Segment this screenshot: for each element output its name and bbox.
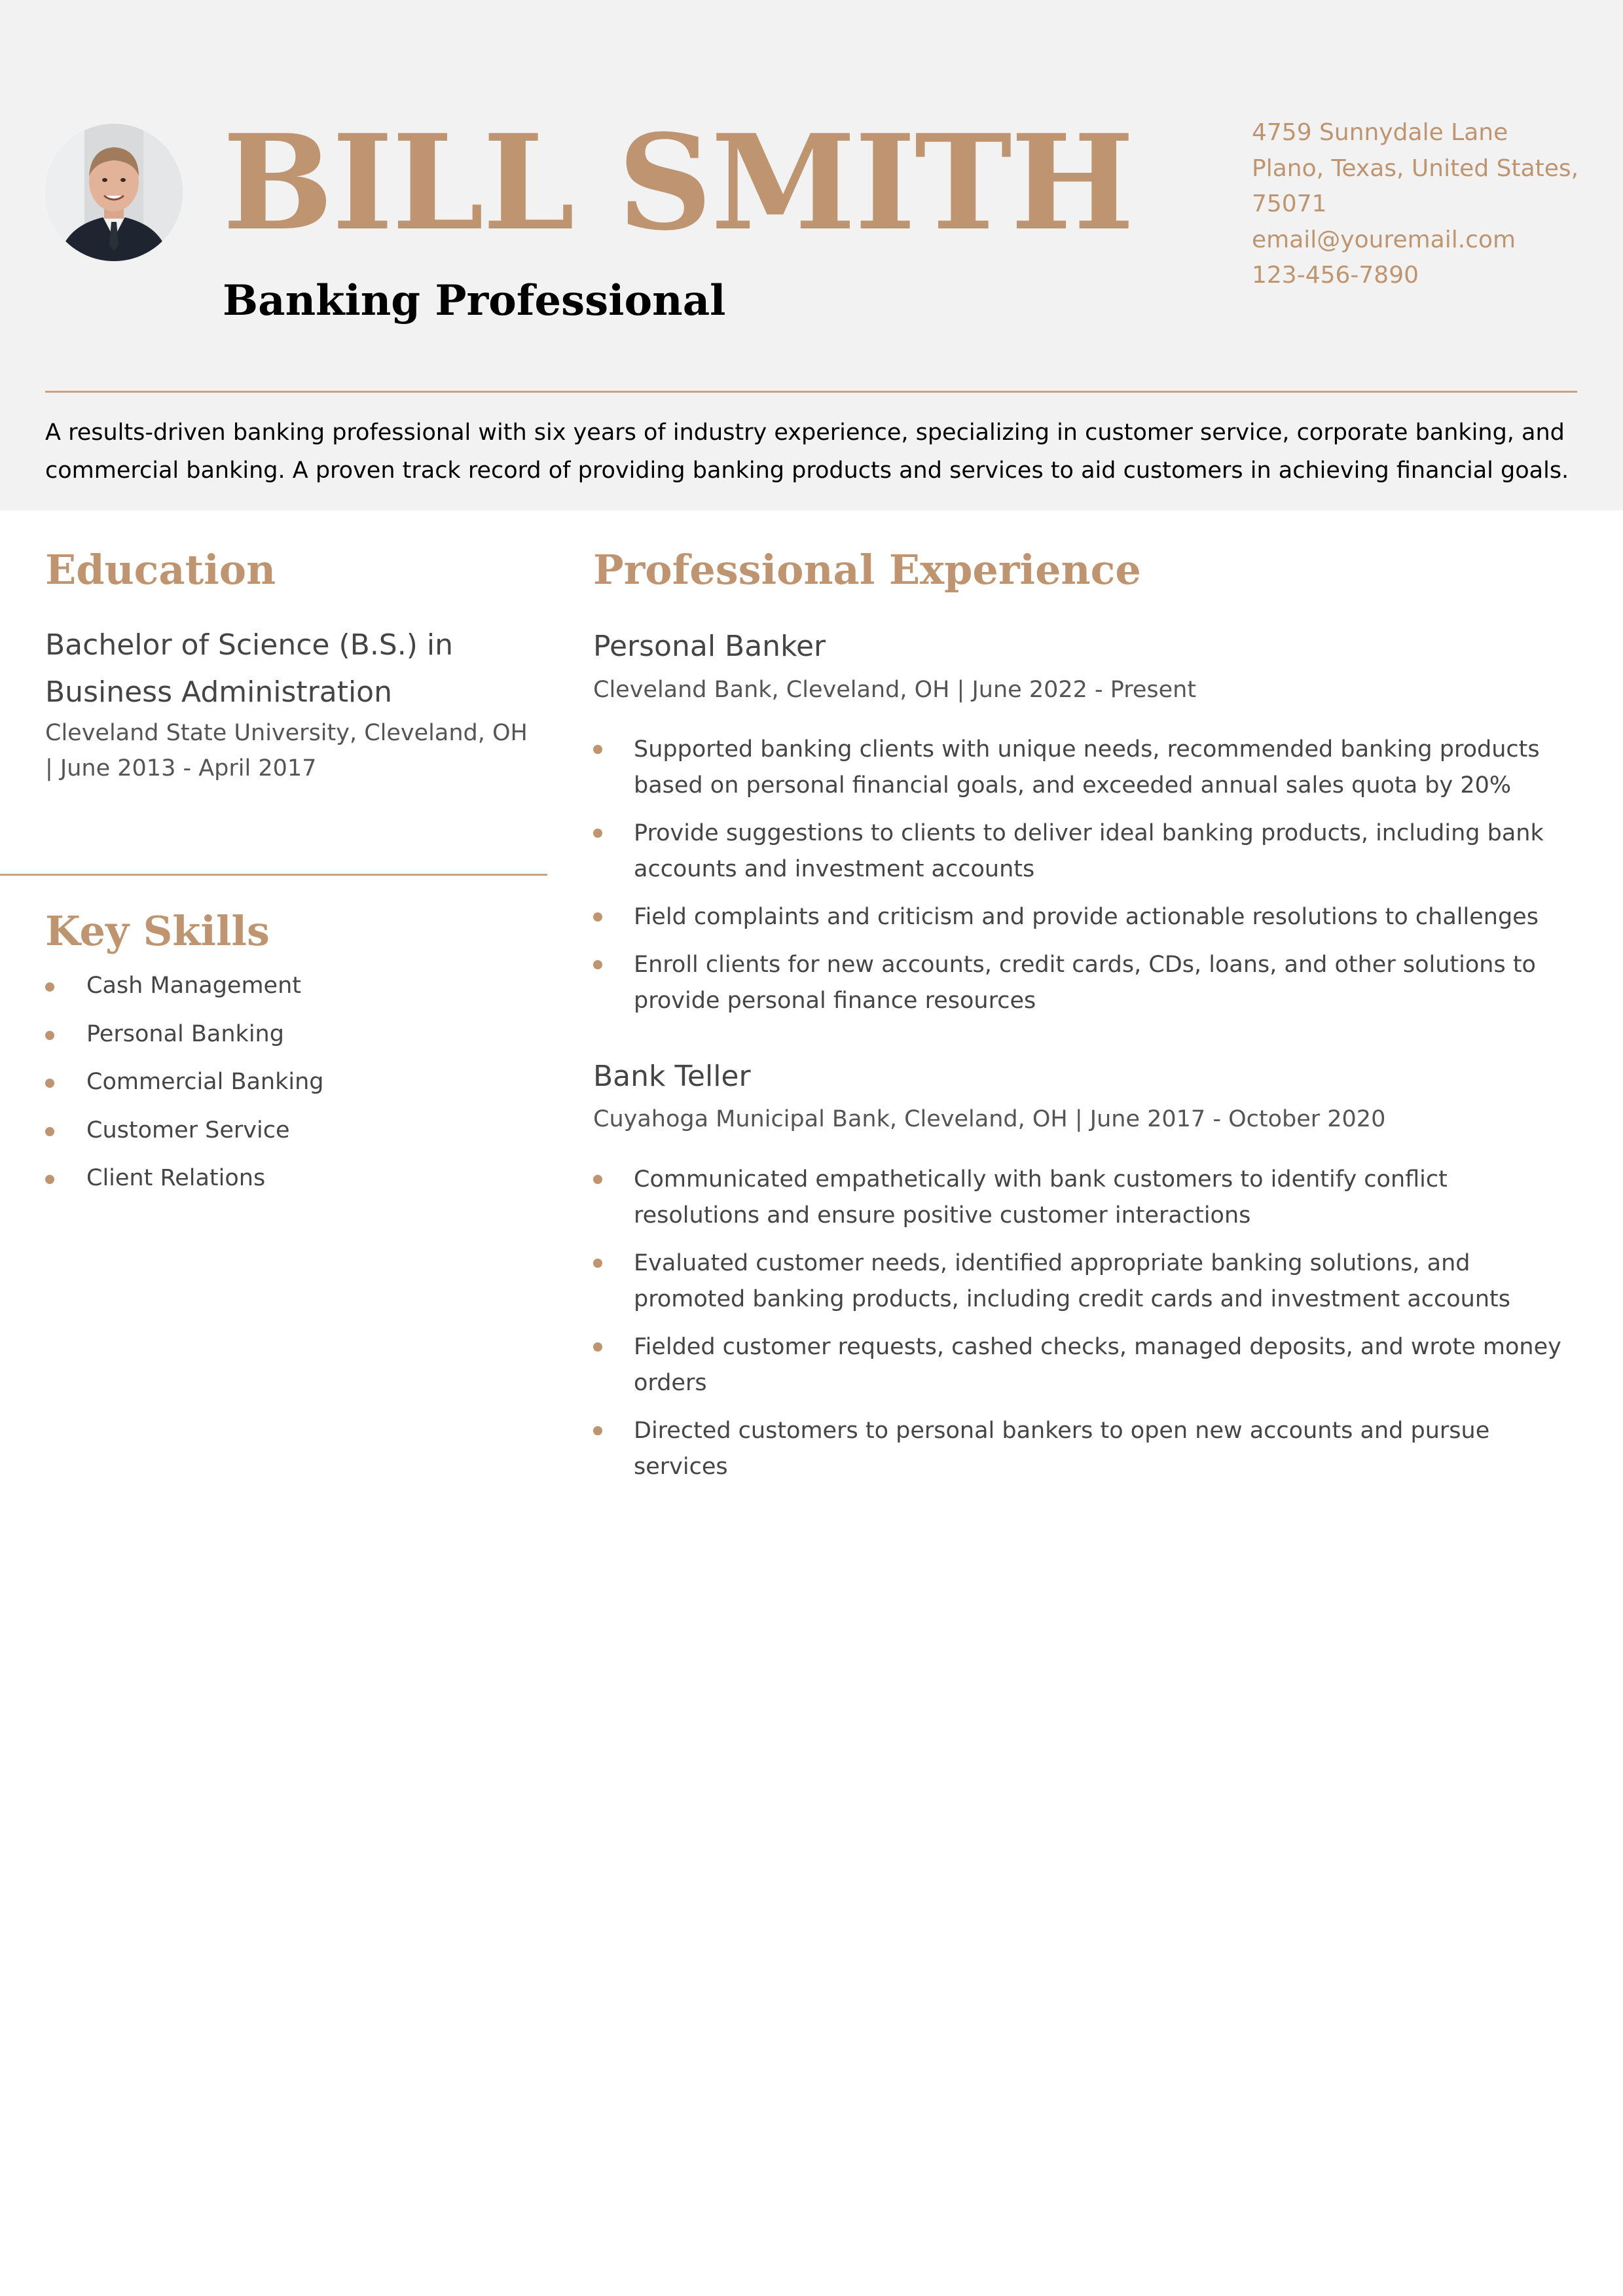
list-item — [593, 1413, 1575, 1485]
bullet-dot-icon — [593, 1426, 602, 1435]
candidate-name: BILL SMITH — [223, 106, 1133, 260]
list-item — [593, 1162, 1575, 1234]
list-item — [45, 1113, 543, 1162]
bullet-dot-icon — [593, 1175, 602, 1184]
bullet-dot-icon — [593, 1342, 602, 1352]
education-meta: Cleveland State University, Cleveland, OH | June 2013 - April 2017 — [45, 720, 528, 781]
list-item — [593, 947, 1575, 1019]
list-item — [45, 1017, 543, 1066]
list-item — [593, 816, 1575, 888]
skill-label: Client Relations — [86, 1165, 266, 1191]
job-title-1: Personal Banker — [593, 630, 826, 663]
bullet-dot-icon — [45, 1079, 54, 1088]
list-item — [45, 1161, 543, 1210]
bullet-dot-icon — [45, 1127, 54, 1136]
skill-label: Commercial Banking — [86, 1069, 324, 1095]
professional-title: Banking Professional — [223, 276, 726, 325]
bullet-text: Evaluated customer needs, identified appropriate banking solutions, and promoted banking products, including credit cards and investment accounts — [634, 1250, 1510, 1312]
bullet-text: Fielded customer requests, cashed checks, managed deposits, and wrote money orders — [634, 1334, 1561, 1396]
bullet-dot-icon — [593, 960, 602, 969]
job-2-bullets — [593, 1162, 1575, 1497]
job-1-bullets — [593, 732, 1575, 1031]
bullet-text: Communicated empathetically with bank customers to identify conflict resolutions and ensure positive customer interactions — [634, 1166, 1448, 1229]
header-divider — [45, 391, 1577, 393]
bullet-text: Enroll clients for new accounts, credit cards, CDs, loans, and other solutions to provide personal finance resources — [634, 952, 1536, 1014]
list-item — [593, 1246, 1575, 1318]
address-line-1: 4759 Sunnydale Lane — [1252, 119, 1508, 146]
bullet-dot-icon — [593, 912, 602, 922]
email-link[interactable]: email@youremail.com — [1252, 226, 1516, 253]
bullet-dot-icon — [45, 1175, 54, 1184]
job-meta-2: Cuyahoga Municipal Bank, Cleveland, OH | June 2017 - October 2020 — [593, 1106, 1386, 1132]
bullet-dot-icon — [593, 1259, 602, 1268]
bullet-text: Provide suggestions to clients to deliver ideal banking products, including bank accounts and investment accounts — [634, 820, 1544, 882]
person-photo-icon — [45, 124, 183, 261]
left-column-divider — [0, 874, 547, 876]
list-item — [45, 1065, 543, 1113]
education-heading: Education — [45, 546, 276, 594]
skills-heading: Key Skills — [45, 907, 270, 955]
skills-list — [45, 969, 543, 1210]
list-item — [593, 732, 1575, 804]
bullet-text: Directed customers to personal bankers to open new accounts and pursue services — [634, 1418, 1490, 1480]
phone-number: 123-456-7890 — [1252, 262, 1419, 289]
bullet-dot-icon — [593, 829, 602, 838]
bullet-dot-icon — [593, 745, 602, 754]
contact-block — [1252, 115, 1592, 294]
skill-label: Cash Management — [86, 973, 301, 999]
list-item — [593, 899, 1575, 935]
degree-name: Bachelor of Science (B.S.) in Business Administration — [45, 628, 453, 709]
bullet-dot-icon — [45, 1031, 54, 1040]
bullet-text: Field complaints and criticism and provide actionable resolutions to challenges — [634, 904, 1539, 930]
summary-text: A results-driven banking professional with six years of industry experience, specializing in customer service, corporate banking, and commercial banking. A proven track record of providing banking products and services to aid customers in achieving financial goals. — [45, 420, 1569, 484]
bullet-dot-icon — [45, 982, 54, 992]
experience-heading: Professional Experience — [593, 546, 1141, 594]
address-line-3: 75071 — [1252, 190, 1327, 217]
job-title-2: Bank Teller — [593, 1060, 751, 1093]
list-item — [593, 1329, 1575, 1401]
skill-label: Personal Banking — [86, 1020, 284, 1047]
profile-photo — [45, 124, 183, 261]
list-item — [45, 969, 543, 1017]
address-line-2: Plano, Texas, United States, — [1252, 154, 1579, 182]
bullet-text: Supported banking clients with unique needs, recommended banking products based on personal financial goals, and exceeded annual sales quota by 20% — [634, 736, 1540, 798]
job-meta-1: Cleveland Bank, Cleveland, OH | June 2022 - Present — [593, 677, 1197, 703]
skill-label: Customer Service — [86, 1117, 290, 1143]
